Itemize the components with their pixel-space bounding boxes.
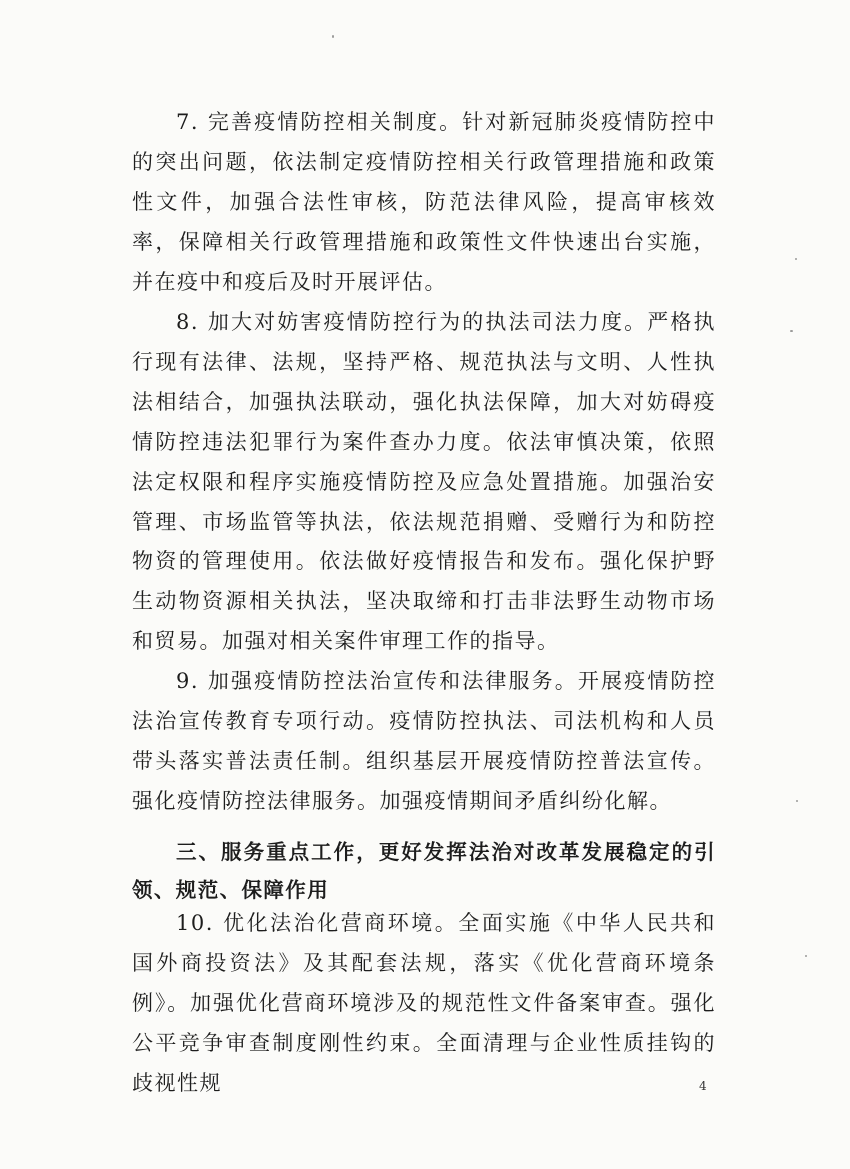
scan-speck [790, 330, 793, 332]
scan-speck [805, 955, 807, 957]
paragraph-10-lead: 10. 优化法治化营商环境。 [176, 911, 459, 935]
paragraph-7 [132, 103, 716, 303]
page-number: 4 [699, 1079, 707, 1093]
scan-speck [795, 258, 797, 260]
paragraph-9 [132, 662, 716, 822]
paragraph-10 [132, 904, 716, 1104]
paragraph-8-text: 严格执行现有法律、法规，坚持严格、规范执法与文明、人性执法相结合，加强执法联动，强化执法保障，加大对妨碍疫情防控违法犯罪行为案件查办力度。依法审慎决策，依照法定权限和程序实施疫情防控及应急处置措施。加强治安管理、市场监管等执法，依法规范捐赠、受赠行为和防控物资的管理使用。依法做好疫情报告和发布。强化保护野生动物资源相关执法，坚决取缔和打击非法野生动物市场和贸易。加强对相关案件审理工作的指导。 [132, 310, 717, 654]
paragraph-10-text: 全面实施《中华人民共和国外商投资法》及其配套法规，落实《优化营商环境条例》。加强优化营商环境涉及的规范性文件备案审查。强化公平竞争审查制度刚性约束。全面清理与企业性质挂钩的歧视性规 [132, 911, 716, 1095]
paragraph-8 [132, 303, 716, 662]
paragraph-7-lead: 7. 完善疫情防控相关制度。 [176, 110, 463, 134]
paragraph-9-text: 开展疫情防控法治宣传教育专项行动。疫情防控执法、司法机构和人员带头落实普法责任制。组织基层开展疫情防控普法宣传。强化疫情防控法律服务。加强疫情期间矛盾纠纷化解。 [132, 669, 716, 813]
paragraph-8-lead: 8. 加大对妨害疫情防控行为的执法司法力度。 [176, 310, 648, 334]
paragraph-7-text: 针对新冠肺炎疫情防控中的突出问题，依法制定疫情防控相关行政管理措施和政策性文件，加强合法性审核，防范法律风险，提高审核效率，保障相关行政管理措施和政策性文件快速出台实施，并在疫中和疫后及时开展评估。 [132, 110, 716, 294]
scan-speck [332, 35, 334, 38]
paragraph-9-lead: 9. 加强疫情防控法治宣传和法律服务。 [176, 669, 578, 693]
section-heading: 三、服务重点工作，更好发挥法治对改革发展稳定的引领、规范、保障作用 [132, 840, 716, 902]
scan-speck [796, 800, 798, 802]
